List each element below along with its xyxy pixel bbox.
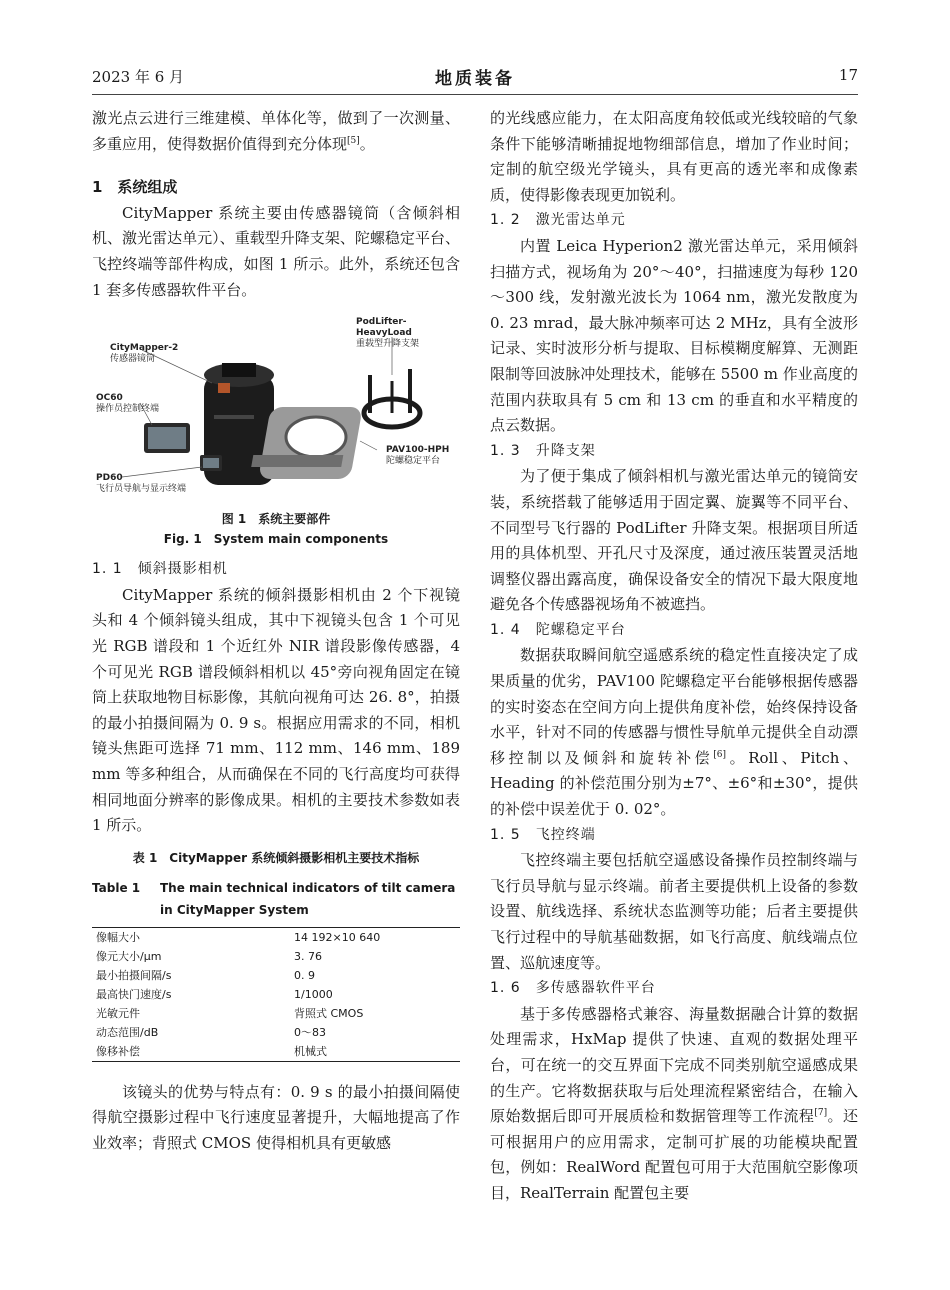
table-row: 像幅大小 14 192×10 640 [96, 930, 381, 944]
subsection-paragraph: 内置 Leica Hyperion2 激光雷达单元，采用倾斜扫描方式，视场角为 20°～40°，扫描速度为每秒 120～300 线，发射激光波长为 1064 nm，激光发散度为 0. 23 mrad，最大脉冲频率可达 2 MHz，具有全波形记录、实时波形分析与提取、目标模糊度解算、无测距限制等回波脉冲处理技术，能够在 5500 m 作业高度的范围内获取具有 5 cm 和 13 cm 的垂直和水平精度的点云数据。 [490, 236, 858, 435]
label-pav100: PAV100-HPH 陀螺稳定平台 [386, 445, 450, 467]
figure-caption-en: Fig. 1 System main components [163, 532, 389, 547]
oc60-terminal-image [144, 423, 190, 453]
table-row: 像移补偿 机械式 [96, 1044, 327, 1058]
citation: [6] [713, 749, 727, 760]
subsection-heading: 1. 2 激光雷达单元 [490, 212, 626, 229]
table-row: 最高快门速度/s 1/1000 [96, 987, 333, 1001]
table-row: 像元大小/μm 3. 76 [96, 949, 322, 963]
label-oc60: OC60 操作员控制终端 [96, 393, 160, 415]
subsection-paragraph: 数据获取瞬间航空遥感系统的稳定性直接决定了成果质量的优劣，PAV100 陀螺稳定平台能够根据传感器的实时姿态在空间方向上提供角度补偿，始终保持设备水平，针对不同的传感器与惯性导航单元提供全自动漂移控制以及倾斜和旋转补偿[6]。Roll、Pitch、Heading 的补偿范围分别为±7°、±6°和±30°，提供的补偿中误差优于 0. 02°。 [490, 646, 858, 819]
label-pd60: PD60 飞行员导航与显示终端 [96, 473, 187, 495]
section-paragraph: CityMapper 系统主要由传感器镜筒（含倾斜相机、激光雷达单元）、重载型升降支架、陀螺稳定平台、飞控终端等部件构成，如图 1 所示。此外，系统还包含 1 套多传感器软件平台。 [92, 203, 460, 299]
table-row: 光敏元件 背照式 CMOS [96, 1006, 364, 1020]
table-row: 最小拍摄间隔/s 0. 9 [96, 968, 315, 982]
subsection-heading: 1. 3 升降支架 [490, 442, 596, 459]
table-caption-cn: 表 1 CityMapper 系统倾斜摄影相机主要技术指标 [132, 850, 420, 865]
subsection-heading: 1. 6 多传感器软件平台 [490, 980, 656, 997]
paragraph-after-table: 该镜头的优势与特点有：0. 9 s 的最小拍摄间隔使得航空摄影过程中飞行速度显著提升，大幅地提高了作业效率；背照式 CMOS 使得相机具有更敏感 [92, 1082, 460, 1152]
subsection-paragraph: CityMapper 系统的倾斜摄影相机由 2 个下视镜头和 4 个倾斜镜头组成，其中下视镜头包含 1 个可见光 RGB 谱段和 1 个近红外 NIR 谱段影像传感器，4 个可见光 RGB 谱段倾斜相机以 45°旁向视角固定在镜筒上获取地物目标影像，其航向视角可达 26. 8°，拍摄的最小拍摄间隔为 0. 9 s。根据应用需求的不同，相机镜头焦距可选择 71 mm、112 mm、146 mm、189 mm 等多种组合，从而确保在不同的飞行高度均可获得相同地面分辨率的影像成果。相机的主要技术参数如表 1 所示。 [92, 585, 460, 835]
subsection-paragraph: 为了便于集成了倾斜相机与激光雷达单元的镜筒安装，系统搭载了能够适用于固定翼、旋翼等不同平台、不同型号飞行器的 PodLifter 升降支架。根据项目所适用的具体机型、开孔尺寸及深度，通过液压装置灵活地调整仪器出露高度，确保设备安全的情况下最大限度地避免各个传感器视场角不被遮挡。 [490, 467, 858, 614]
left-column [92, 106, 460, 1156]
figure-caption-cn: 图 1 系统主要部件 [221, 512, 331, 527]
subsection-paragraph: 飞控终端主要包括航空遥感设备操作员控制终端与飞行员导航与显示终端。前者主要提供机上设备的参数设置、航线选择、系统状态监测等功能；后者主要提供飞行过程中的导航基础数据，如飞行高度、航线端点位置、巡航速度等。 [490, 851, 858, 972]
label-citymapper: CityMapper-2 传感器镜筒 [110, 343, 179, 365]
pd60-terminal-image [200, 455, 222, 471]
citation: [7] [814, 1108, 828, 1119]
intro-paragraph: 激光点云进行三维建模、单体化等，做到了一次测量、多重应用，使得数据价值得到充分体现[5]。 [92, 109, 460, 153]
podlifter-image [364, 369, 420, 427]
header-date: 2023 年 6 月 [92, 68, 185, 86]
citation: [5] [347, 135, 360, 146]
table-row: 动态范围/dB 0～83 [96, 1025, 326, 1039]
right-column [490, 106, 858, 1207]
figure-1 [92, 315, 460, 505]
journal-title: 地质装备 [435, 69, 515, 89]
page-number: 17 [838, 66, 858, 84]
table-caption-en: Table 1 The main technical indicators of tilt camera in CityMapper System [92, 880, 456, 917]
page-header [92, 64, 858, 95]
continued-paragraph: 的光线感应能力，在太阳高度角较低或光线较暗的气象条件下能够清晰捕捉地物细部信息，增加了作业时间；定制的航空级光学镜头，具有更高的透光率和成像素质，使得影像表现更加锐利。 [490, 109, 858, 204]
subsection-heading: 1. 4 陀螺稳定平台 [490, 621, 626, 638]
section-heading: 1 系统组成 [92, 178, 178, 197]
subsection-heading: 1. 1 倾斜摄影相机 [92, 561, 228, 578]
subsection-heading: 1. 5 飞控终端 [490, 826, 596, 843]
label-podlifter: PodLifter-HeavyLoad 重载型升降支架 [356, 317, 420, 350]
tech-indicators-table [92, 927, 460, 1062]
subsection-paragraph: 基于多传感器格式兼容、海量数据融合计算的数据处理需求，HxMap 提供了快速、直观的数据处理平台，可在统一的交互界面下完成不同类别航空遥感成果的生产。它将数据获取与后处理流程紧密结合，在输入原始数据后即可开展质检和数据管理等工作流程[7]。还可根据用户的应用需求，定制可扩展的功能模块配置包，例如：RealWord 配置包可用于大范围航空影像项目，RealTerrain 配置包主要 [490, 1004, 858, 1202]
